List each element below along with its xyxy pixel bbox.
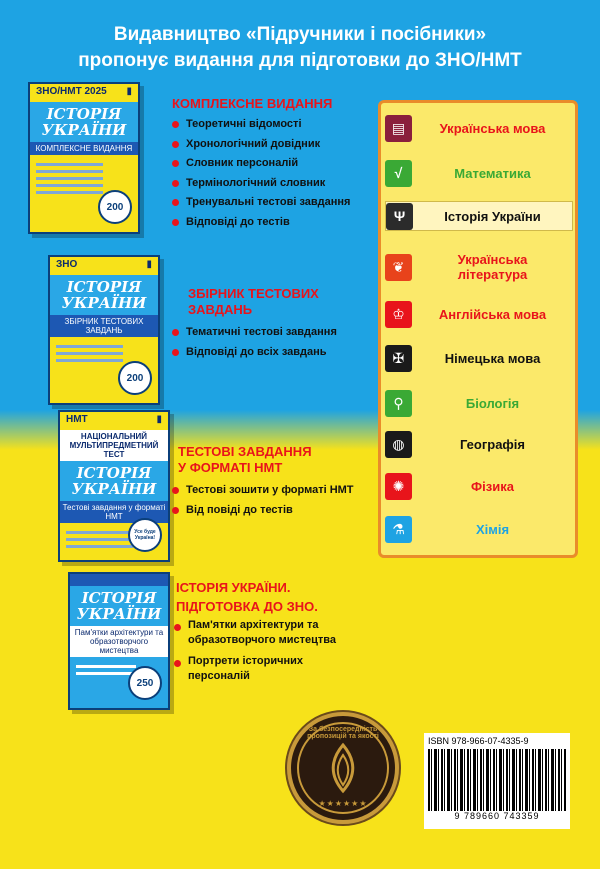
list-item: Теоретичні відомості — [172, 115, 350, 135]
header-line-1: Видавництво «Підручники і посібники» — [113, 24, 487, 45]
nmt-feature-list — [172, 481, 354, 520]
barcode-digits: 9 789660 743359 — [454, 811, 540, 821]
flask-icon: ⚗ — [385, 516, 412, 543]
book-subtitle: ЗБІРНИК ТЕСТОВИХ ЗАВДАНЬ — [50, 315, 158, 337]
subject-german-language[interactable]: ✠ Німецька мова — [385, 343, 573, 373]
barcode-block — [424, 733, 570, 829]
subject-biology[interactable]: ⚲ Біологія — [385, 388, 573, 418]
flag-icon: ▮ — [146, 259, 152, 270]
book-cover-zno-prep[interactable] — [68, 572, 170, 710]
subject-chemistry[interactable]: ⚗ Хімія — [385, 514, 573, 544]
book-pretitle: НАЦІОНАЛЬНИЙ МУЛЬТИПРЕДМЕТНИЙ ТЕСТ — [60, 430, 168, 461]
atom-icon: ✺ — [385, 473, 412, 500]
list-item: Пам'ятки архітектури та образотворчого мистецтва — [174, 618, 336, 648]
book-cover-complex[interactable] — [28, 82, 140, 234]
section-title-tests: ЗБІРНИК ТЕСТОВИХ ЗАВДАНЬ — [188, 286, 319, 317]
subjects-panel — [378, 100, 578, 558]
quality-seal — [287, 712, 399, 824]
tests-feature-list — [172, 323, 337, 362]
book-top-label: ЗНО ▮ — [50, 257, 158, 275]
book-badge: 250 — [128, 666, 162, 700]
book-badge: 200 — [98, 190, 132, 224]
book-title: ІСТОРІЯ УКРАЇНИ — [60, 461, 168, 501]
subject-english-language[interactable]: ♔ Англійська мова — [385, 299, 573, 329]
list-item: Словник персоналій — [172, 154, 350, 174]
book-title: ІСТОРІЯ УКРАЇНИ — [50, 275, 158, 315]
subject-mathematics[interactable]: √ Математика — [385, 158, 573, 188]
flag-icon: ▮ — [156, 414, 162, 425]
trident-icon: Ψ — [386, 203, 413, 230]
book-badge: Усе буде Україна! — [128, 518, 162, 552]
book-subtitle: Тестові завдання у форматі НМТ — [60, 501, 168, 523]
subject-ukrainian-literature[interactable]: ❦ Українська література — [385, 250, 573, 284]
book-subtitle: Пам'ятки архітектури та образотворчого мистецтва — [70, 626, 168, 657]
section-title-zno-prep: ІСТОРІЯ УКРАЇНИ. ПІДГОТОВКА ДО ЗНО. — [176, 580, 318, 614]
crown-icon: ♔ — [385, 301, 412, 328]
list-item: Портрети історичних персоналій — [174, 654, 336, 684]
flag-icon: ▮ — [126, 86, 132, 97]
book-badge: 200 — [118, 361, 152, 395]
book-cover-tests[interactable] — [48, 255, 160, 405]
subject-physics[interactable]: ✺ Фізика — [385, 471, 573, 501]
section-title-nmt: ТЕСТОВІ ЗАВДАННЯ У ФОРМАТІ НМТ — [178, 444, 312, 475]
globe-icon: ◍ — [385, 431, 412, 458]
seal-text: За безпосередність пропозицій та якості — [307, 726, 379, 740]
seal-stars: ★★★★★★ — [318, 799, 368, 808]
book-title: ІСТОРІЯ УКРАЇНИ — [70, 586, 168, 626]
complex-feature-list — [172, 115, 350, 232]
publisher-header — [0, 22, 600, 74]
subject-geography[interactable]: ◍ Географія — [385, 429, 573, 459]
zno-prep-feature-list — [174, 618, 336, 684]
eagle-icon: ✠ — [385, 345, 412, 372]
list-item: Від повіді до тестів — [172, 501, 354, 521]
barcode-icon — [428, 749, 566, 811]
book-title: ІСТОРІЯ УКРАЇНИ — [30, 102, 138, 142]
list-item: Термінологічний словник — [172, 174, 350, 194]
book-top-label: ЗНО/НМТ 2025 ▮ — [30, 84, 138, 102]
open-book-icon: ❦ — [385, 254, 412, 281]
subject-ukrainian-language[interactable]: ▤ Українська мова — [385, 113, 573, 143]
list-item: Відповіді до всіх завдань — [172, 343, 337, 363]
book-cover-nmt[interactable] — [58, 410, 170, 562]
list-item: Відповіді до тестів — [172, 213, 350, 233]
book-icon: ▤ — [385, 115, 412, 142]
section-title-complex: КОМПЛЕКСНЕ ВИДАННЯ — [172, 96, 333, 111]
list-item: Тренувальні тестові завдання — [172, 193, 350, 213]
sqrt-icon: √ — [385, 160, 412, 187]
list-item: Хронологічний довідник — [172, 135, 350, 155]
isbn-label: ISBN 978-966-07-4335-9 — [428, 736, 529, 746]
book-subtitle: КОМПЛЕКСНЕ ВИДАННЯ — [30, 142, 138, 155]
list-item: Тематичні тестові завдання — [172, 323, 337, 343]
microscope-icon: ⚲ — [385, 390, 412, 417]
list-item: Тестові зошити у форматі НМТ — [172, 481, 354, 501]
subject-history-of-ukraine[interactable]: Ψ Історія України — [385, 201, 573, 231]
header-line-2: пропонує видання для підготовки до ЗНО/НМТ — [78, 50, 522, 71]
book-top-label: НМТ ▮ — [60, 412, 168, 430]
book-top-band — [70, 574, 168, 586]
